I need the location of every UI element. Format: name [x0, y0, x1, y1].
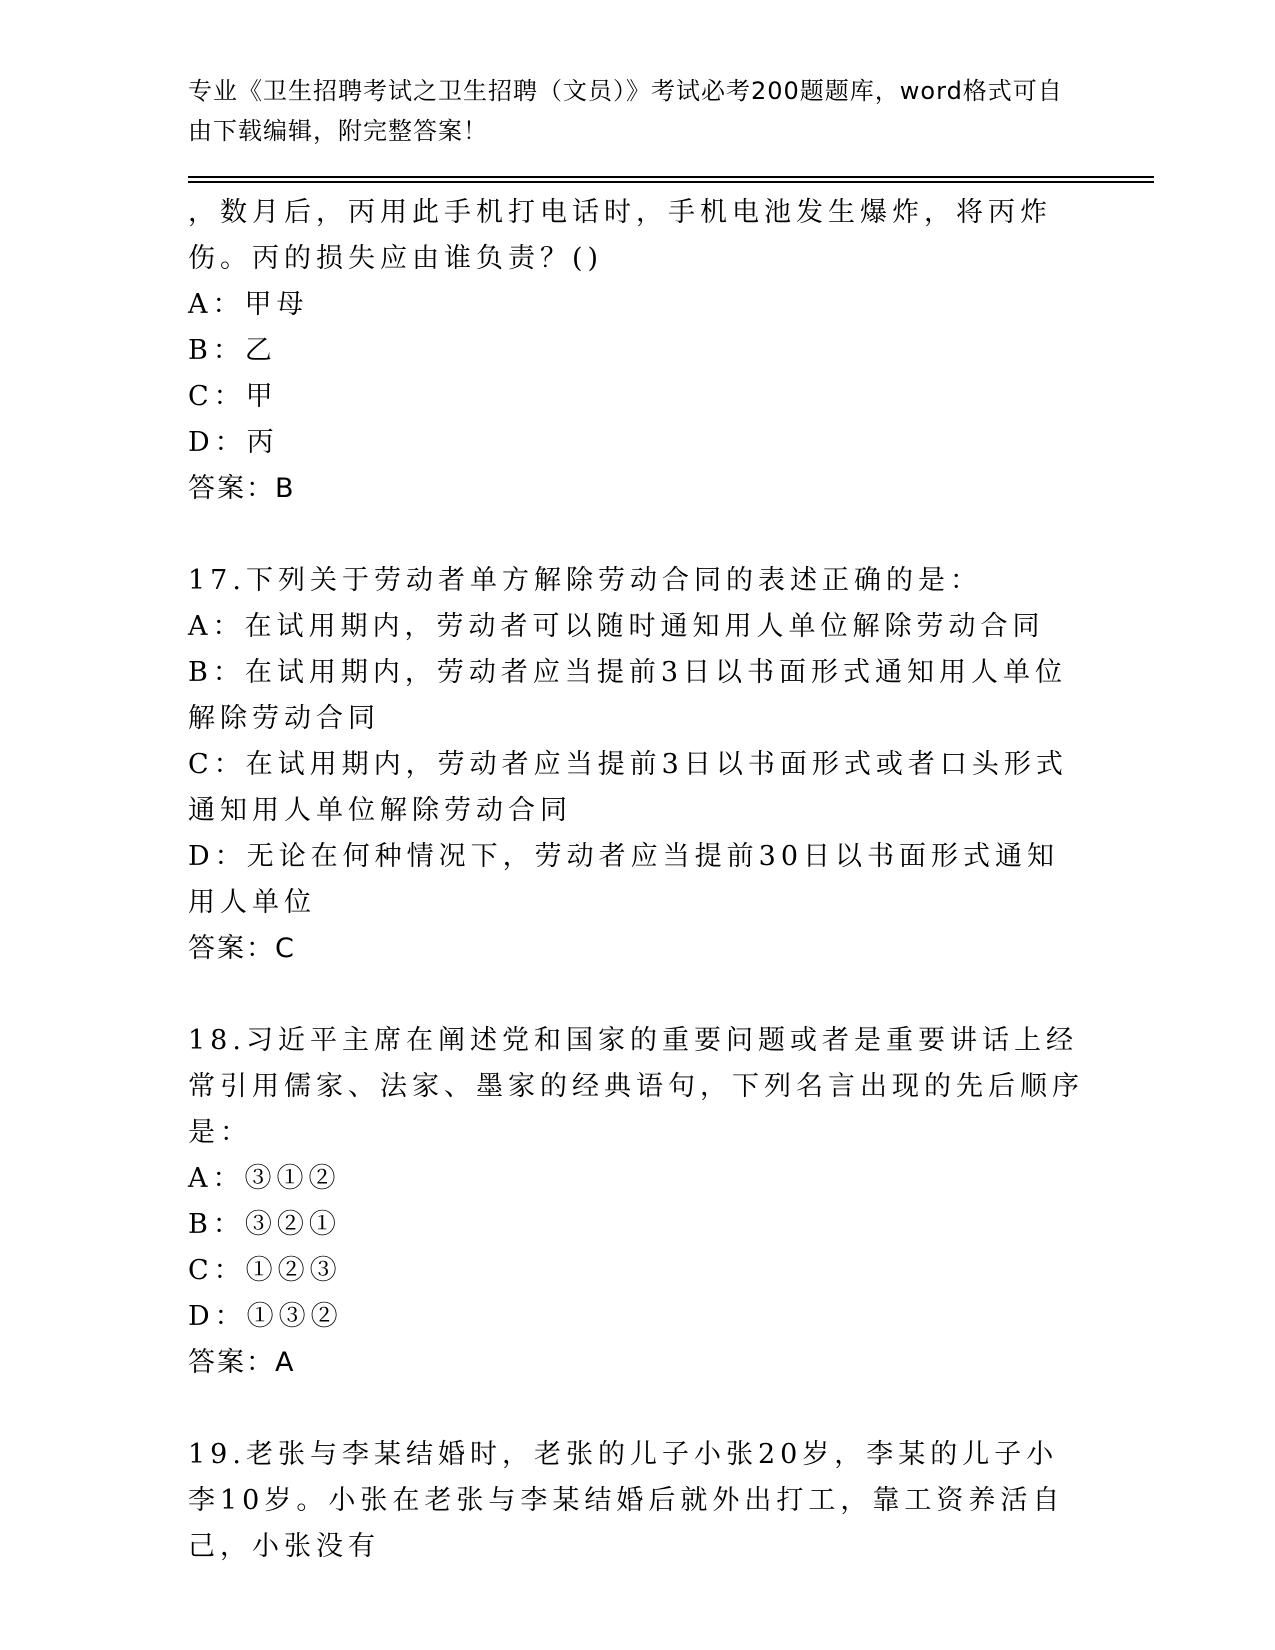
question-18-option-c: C：①②③: [188, 1255, 342, 1286]
question-17-option-b: B：在试用期内，劳动者应当提前3日以书面形式通知用人单位解除劳动合同: [188, 657, 1068, 734]
question-17-option-c: C：在试用期内，劳动者应当提前3日以书面形式或者口头形式通知用人单位解除劳动合同: [188, 749, 1068, 826]
question-18-answer: 答案：A: [188, 1347, 296, 1378]
question-16-option-a: A：甲母: [188, 289, 309, 320]
question-19-stem: 19.老张与李某结婚时，老张的儿子小张20岁，李某的儿子小李10岁。小张在老张与李某结婚后就外出打工，靠工资养活自己，小张没有: [188, 1439, 1065, 1562]
question-17-answer: 答案：C: [188, 933, 296, 964]
question-16-option-d: D：丙: [188, 427, 279, 458]
question-18-option-d: D：①③②: [188, 1301, 343, 1332]
question-16-option-c: C：甲: [188, 381, 278, 412]
question-17-stem: 17.下列关于劳动者单方解除劳动合同的表述正确的是：: [188, 565, 982, 596]
question-17-option-d: D：无论在何种情况下，劳动者应当提前30日以书面形式通知用人单位: [188, 841, 1060, 918]
question-content: [188, 190, 1088, 1570]
header-divider-bottom: [188, 181, 1154, 183]
question-16-option-b: B：乙: [188, 335, 277, 366]
question-16-answer: 答案：B: [188, 473, 296, 504]
document-header: 专业《卫生招聘考试之卫生招聘（文员）》考试必考200题题库，word格式可自由下载编辑，附完整答案！: [188, 77, 1063, 145]
header-divider-top: [188, 176, 1154, 178]
question-18-option-b: B：③②①: [188, 1209, 341, 1240]
question-17-option-a: A：在试用期内，劳动者可以随时通知用人单位解除劳动合同: [188, 611, 1045, 642]
question-16-tail: ，数月后，丙用此手机打电话时，手机电池发生爆炸，将丙炸伤。丙的损失应由谁负责？(): [188, 197, 1052, 274]
question-18-stem: 18.习近平主席在阐述党和国家的重要问题或者是重要讲话上经常引用儒家、法家、墨家的经典语句，下列名言出现的先后顺序是：: [188, 1025, 1084, 1148]
question-18-option-a: A：③①②: [188, 1163, 341, 1194]
